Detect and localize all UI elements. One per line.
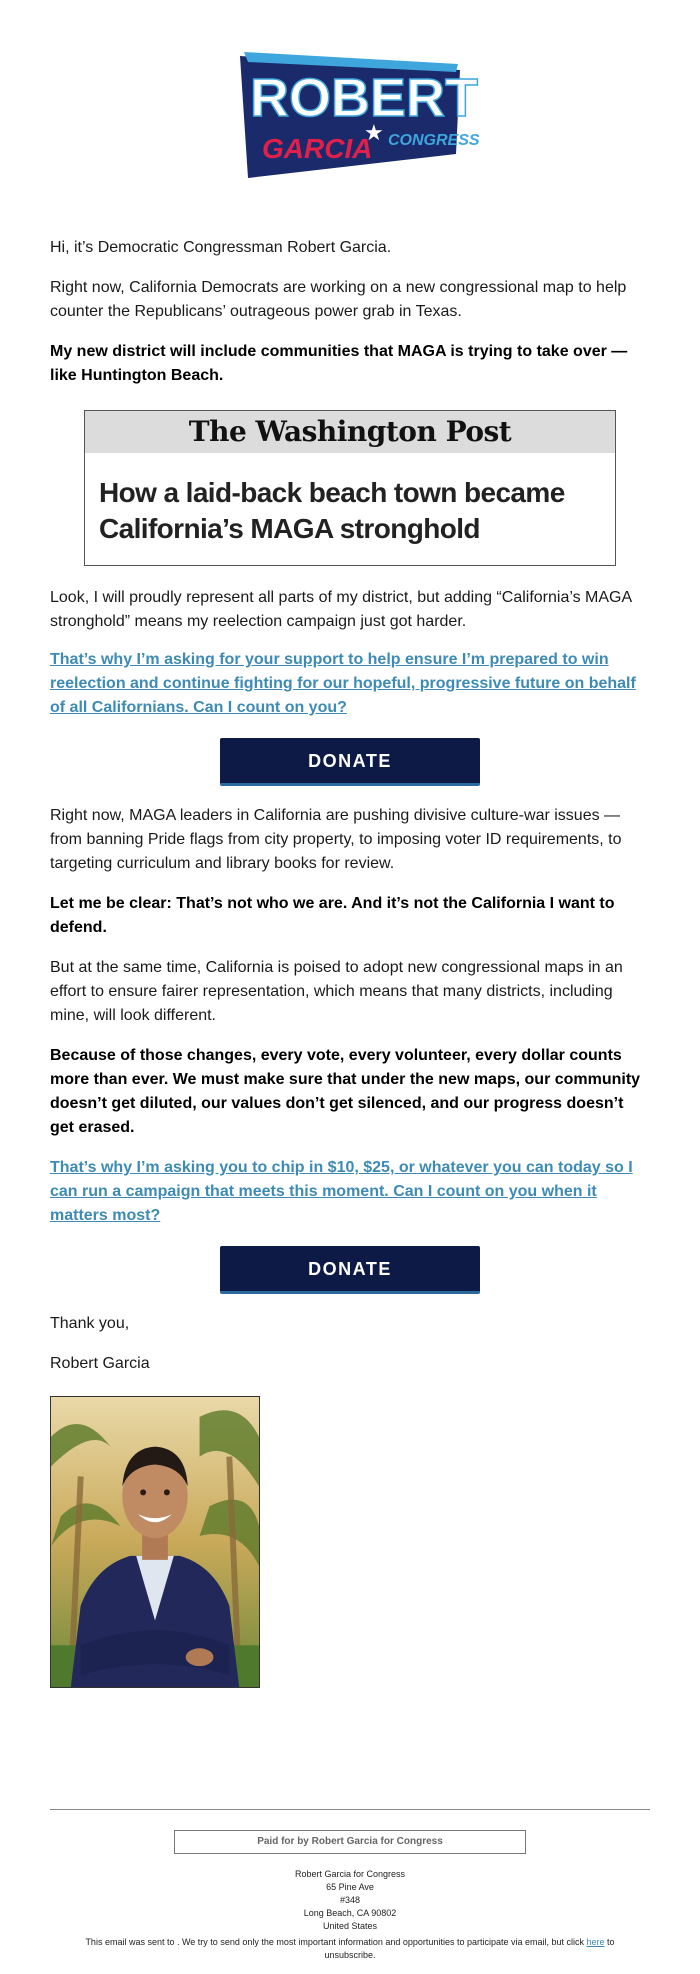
footer-address-org: Robert Garcia for Congress [294, 1869, 406, 1879]
unsubscribe-link[interactable]: here [586, 1937, 605, 1947]
washington-post-headline-image [84, 410, 616, 566]
support-link-2[interactable]: That’s why I’m asking you to chip in $10, $25, or whatever you can today so I can run a campaign that meets this moment. Can I count on you when it matters most? [50, 1159, 633, 1224]
paid-for-disclaimer: Paid for by Robert Garcia for Congress [174, 1830, 526, 1854]
signature-name: Robert Garcia [50, 1355, 150, 1372]
intro-paragraph: Right now, California Democrats are working on a new congressional map to help counter the Republicans’ outrageous power grab in Texas. [50, 279, 627, 320]
donate-button-1[interactable]: DONATE [220, 738, 480, 786]
greeting-paragraph: Hi, it’s Democratic Congressman Robert Garcia. [50, 239, 392, 256]
represent-paragraph: Look, I will proudly represent all parts of my district, but adding “California’s MAGA stronghold” means my reelection campaign just got harder. [50, 589, 632, 630]
footer-address-city: Long Beach, CA 90802 [303, 1908, 397, 1918]
unsubscribe-text-before: This email was sent to . We try to send only the most important information and opportunities to participate via email, but click [85, 1937, 587, 1947]
unsubscribe-notice [80, 1936, 620, 1962]
donate-button-2[interactable]: DONATE [220, 1246, 480, 1294]
logo-congress-text: CONGRESS [388, 132, 480, 149]
unsubscribe-text-after: to unsubscribe. [324, 1937, 615, 1960]
maga-leaders-paragraph: Right now, MAGA leaders in California are pushing divisive culture-war issues — from banning Pride flags from city property, to imposing voter ID requirements, to targeting curriculum and library books for review. [50, 807, 622, 872]
be-clear-paragraph: Let me be clear: That’s not who we are. And it’s not the California I want to defend. [50, 895, 615, 936]
logo-garcia-text: GARCIA [262, 133, 373, 164]
footer-address-country: United States [322, 1921, 378, 1931]
signoff: Thank you, [50, 1315, 130, 1332]
new-maps-paragraph: But at the same time, California is poised to adopt new congressional maps in an effort to ensure fairer representation, which means that many districts, including mine, will look different. [50, 959, 623, 1024]
logo-robert-text: ROBERT [250, 68, 478, 128]
district-paragraph: My new district will include communities that MAGA is trying to take over — like Huntington Beach. [50, 343, 628, 384]
footer-address-street: 65 Pine Ave [326, 1882, 374, 1892]
footer-address-suite: #348 [339, 1895, 361, 1905]
robert-garcia-logo [234, 50, 480, 180]
star-icon: ★ [364, 121, 384, 146]
robert-garcia-photo [50, 1396, 260, 1688]
support-link-1[interactable]: That’s why I’m asking for your support to help ensure I’m prepared to win reelection and continue fighting for our hopeful, progressive future on behalf of all Californians. Can I count on you? [50, 651, 636, 716]
washington-post-masthead: The Washington Post [85, 411, 615, 453]
footer-divider [50, 1809, 650, 1810]
changes-paragraph: Because of those changes, every vote, every volunteer, every dollar counts more than ever. We must make sure that under the new maps, our community doesn’t get diluted, our values don’t get silenced, and our progress doesn’t get erased. [50, 1047, 641, 1136]
washington-post-headline: How a laid-back beach town became California’s MAGA stronghold [99, 477, 565, 544]
